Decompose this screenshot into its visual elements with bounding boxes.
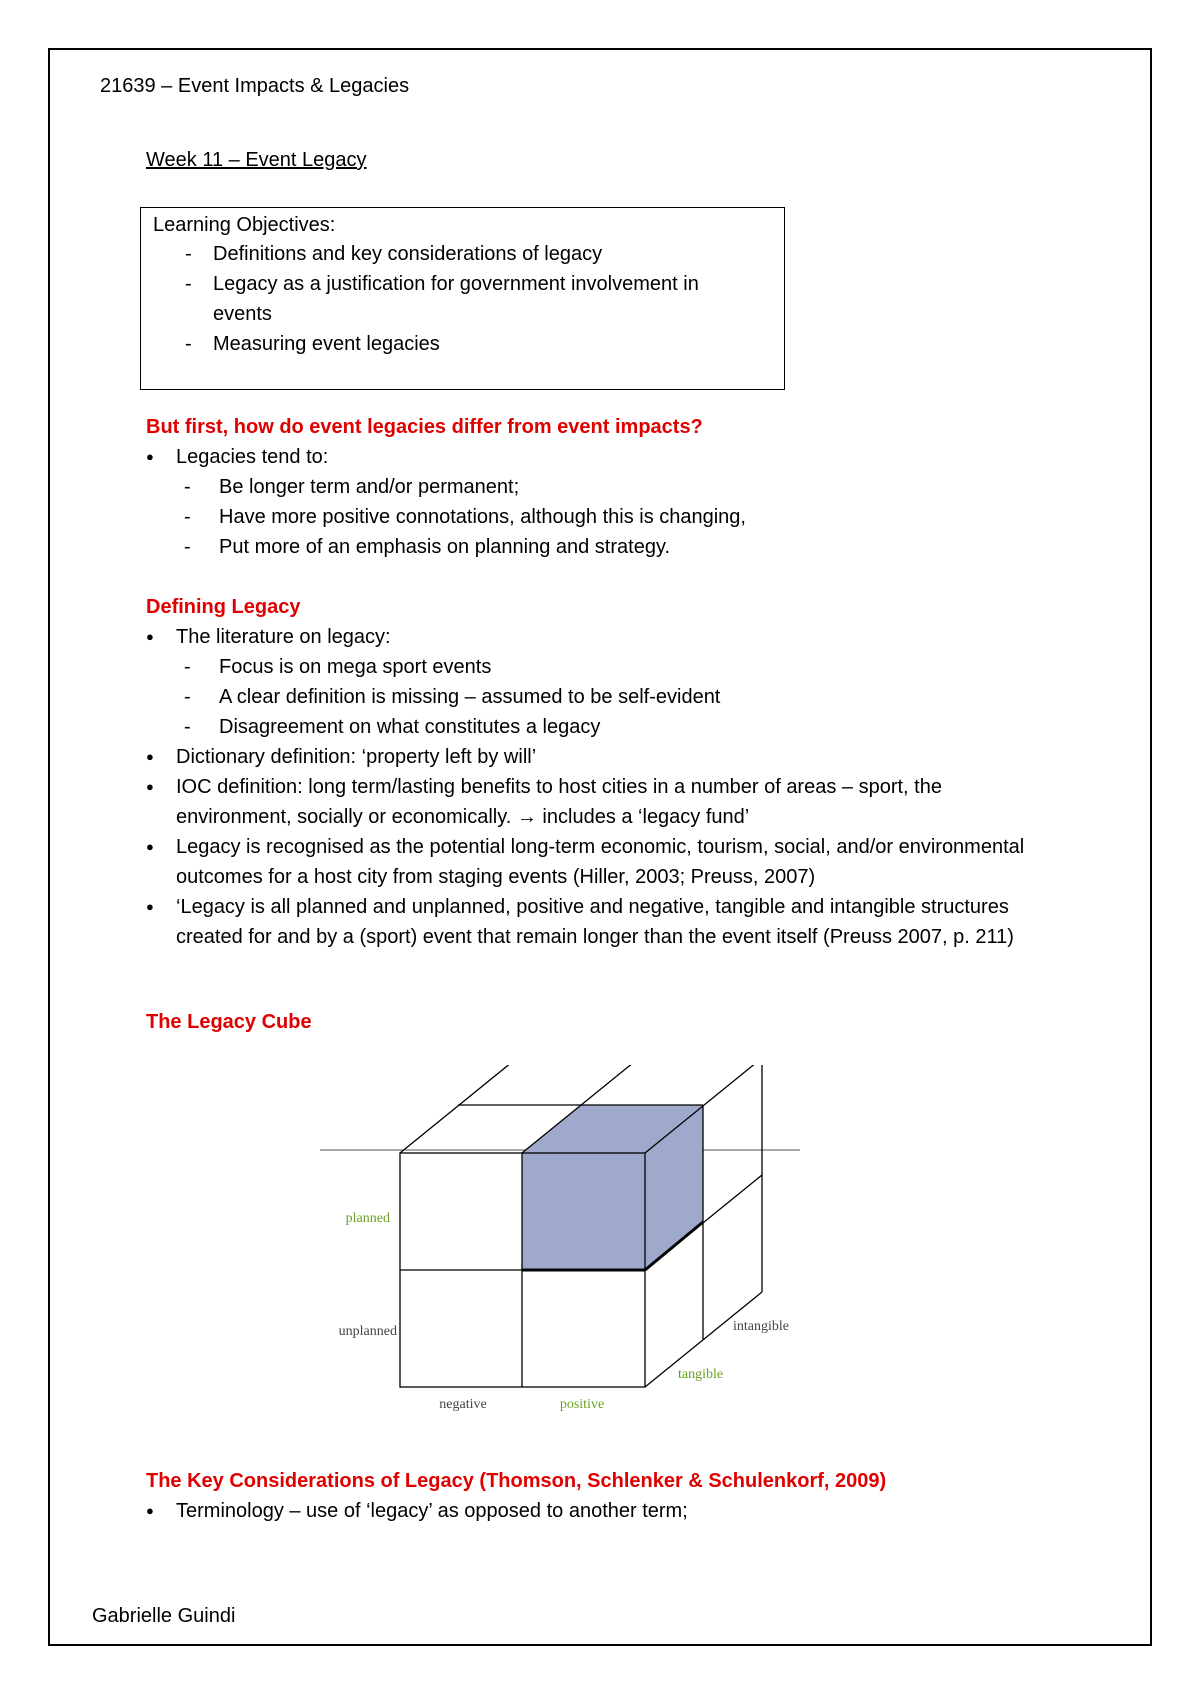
- considerations-heading: The Key Considerations of Legacy (Thomson, Schlenker & Schulenkorf, 2009): [146, 1470, 887, 1492]
- bullet-item: ● IOC definition: long term/lasting benefits to host cities in a number of areas – sport, the environment, socially or economically. → includes a ‘legacy fund’: [146, 772, 1056, 832]
- bullet-item: ● Legacy is recognised as the potential long-term economic, tourism, social, and/or environmental outcomes for a host city from staging events (Hiller, 2003; Preuss, 2007): [146, 832, 1056, 892]
- label-intangible: intangible: [733, 1319, 789, 1334]
- dash-item: - Disagreement on what constitutes a legacy: [146, 712, 1066, 742]
- dash-item: - A clear definition is missing – assumed to be self-evident: [146, 682, 1066, 712]
- dash-item: - Focus is on mega sport events: [146, 652, 1066, 682]
- label-negative: negative: [439, 1397, 487, 1412]
- label-planned: planned: [345, 1211, 390, 1226]
- defining-section: [146, 592, 1066, 952]
- author-footer: Gabrielle Guindi: [92, 1605, 236, 1627]
- label-positive: positive: [559, 1397, 605, 1412]
- learning-objectives-title: Learning Objectives:: [153, 214, 336, 236]
- difference-heading: But first, how do event legacies differ from event impacts?: [146, 416, 703, 438]
- defining-heading: Defining Legacy: [146, 596, 301, 618]
- legacy-cube-figure: [320, 1065, 810, 1435]
- cube-highlight-front: [522, 1153, 645, 1270]
- dash-item: - Be longer term and/or permanent;: [146, 472, 1066, 502]
- cube-top-left-edge: [400, 1065, 517, 1153]
- learning-objective-item: - Definitions and key considerations of legacy: [153, 239, 772, 269]
- label-unplanned: unplanned: [338, 1324, 397, 1339]
- cube-heading: The Legacy Cube: [146, 1011, 312, 1033]
- cube-section: [146, 1007, 1066, 1037]
- dash-item: - Have more positive connotations, although this is changing,: [146, 502, 1066, 532]
- defining-bullet-1: The literature on legacy:: [176, 626, 391, 648]
- bullet-item: [146, 442, 1066, 562]
- course-header: 21639 – Event Impacts & Legacies: [100, 75, 410, 97]
- learning-objectives-box: [140, 207, 785, 390]
- week-title: Week 11 – Event Legacy: [146, 149, 367, 171]
- difference-bullet: Legacies tend to:: [176, 446, 329, 468]
- label-tangible: tangible: [678, 1367, 724, 1382]
- legacy-cube-svg: [320, 1065, 810, 1435]
- considerations-section: [146, 1466, 1066, 1526]
- learning-objective-item: - Legacy as a justification for government involvement in events: [153, 269, 733, 329]
- learning-objectives-list: [153, 239, 772, 359]
- bullet-item: [146, 622, 1066, 742]
- bullet-item: ● Dictionary definition: ‘property left by will’: [146, 742, 1066, 772]
- learning-objective-item: - Measuring event legacies: [153, 329, 772, 359]
- bullet-item: ● Terminology – use of ‘legacy’ as opposed to another term;: [146, 1496, 1066, 1526]
- bullet-item: ● ‘Legacy is all planned and unplanned, positive and negative, tangible and intangible structures created for and by a (sport) event that remain longer than the event itself (Preuss 2007, p. 211): [146, 892, 1056, 952]
- dash-item: - Put more of an emphasis on planning and strategy.: [146, 532, 1066, 562]
- difference-section: [146, 412, 1066, 562]
